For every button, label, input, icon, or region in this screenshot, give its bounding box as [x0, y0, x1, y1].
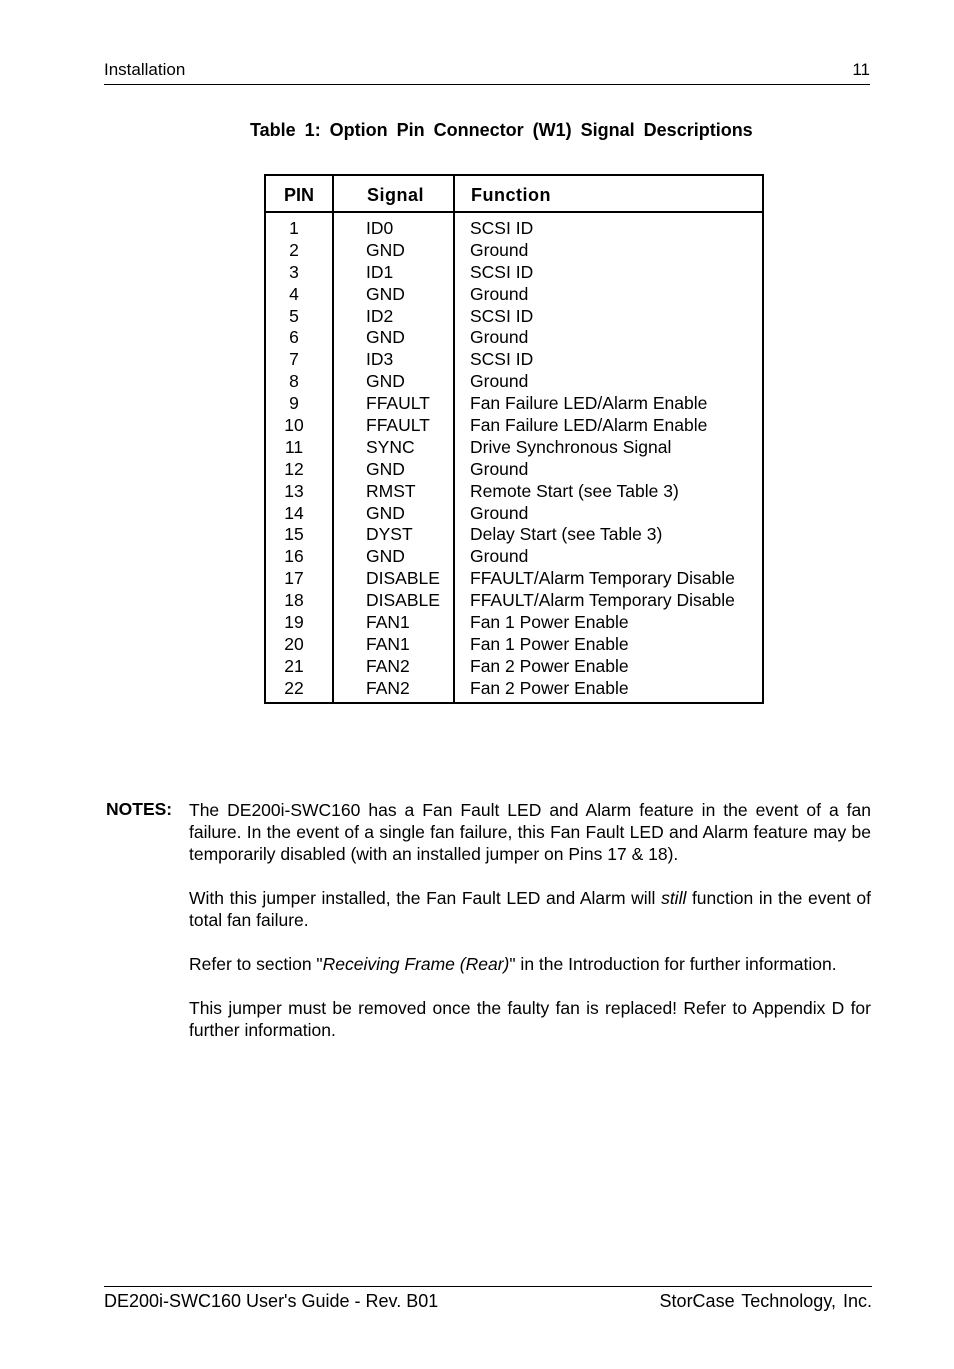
- table-row: [266, 393, 762, 415]
- signal-cell: ID1: [366, 261, 394, 282]
- pin-cell: 6: [289, 327, 299, 348]
- table-row: [266, 240, 762, 262]
- signal-cell: FFAULT: [366, 415, 430, 436]
- function-cell: Delay Start (see Table 3): [470, 524, 663, 545]
- table-row: [266, 415, 762, 437]
- table-caption: Table 1: Option Pin Connector (W1) Signal Descriptions: [250, 120, 753, 140]
- note-text: With this jumper installed, the Fan Fault LED and Alarm will: [189, 888, 662, 908]
- signal-cell: DISABLE: [366, 568, 440, 589]
- signal-cell: FAN1: [366, 612, 410, 633]
- signal-cell: ID3: [366, 349, 394, 370]
- pin-cell: 21: [284, 655, 304, 676]
- table-row: [266, 437, 762, 459]
- table-row: [266, 568, 762, 590]
- pin-cell: 18: [284, 590, 304, 611]
- note-paragraph: [189, 887, 871, 931]
- signal-cell: RMST: [366, 480, 416, 501]
- function-cell: Ground: [470, 546, 529, 567]
- table-row: [266, 218, 762, 240]
- signal-cell: FFAULT: [366, 393, 430, 414]
- table-row: [266, 656, 762, 678]
- signal-cell: FAN1: [366, 633, 410, 654]
- function-cell: FFAULT/Alarm Temporary Disable: [470, 590, 735, 611]
- signal-cell: ID2: [366, 305, 394, 326]
- pin-cell: 4: [289, 283, 299, 304]
- notes-body: [189, 799, 871, 1041]
- function-cell: Ground: [470, 502, 529, 523]
- signal-table: [264, 174, 764, 704]
- signal-cell: FAN2: [366, 655, 410, 676]
- document-title: DE200i-SWC160 User's Guide - Rev. B01: [104, 1291, 439, 1311]
- table-row: [266, 503, 762, 525]
- signal-cell: ID0: [366, 218, 394, 238]
- function-cell: Fan Failure LED/Alarm Enable: [470, 393, 708, 414]
- signal-cell: FAN2: [366, 677, 410, 698]
- pin-cell: 15: [284, 524, 304, 545]
- page-footer: [104, 1286, 872, 1311]
- table-row: [266, 590, 762, 612]
- page-header: [104, 58, 870, 85]
- signal-cell: DISABLE: [366, 590, 440, 611]
- pin-cell: 20: [284, 633, 304, 654]
- function-cell: Fan Failure LED/Alarm Enable: [470, 415, 708, 436]
- pin-cell: 7: [289, 349, 299, 370]
- table-row: [266, 678, 762, 700]
- pin-cell: 9: [289, 393, 299, 414]
- function-cell: Fan 2 Power Enable: [470, 655, 629, 676]
- table-row: [266, 349, 762, 371]
- signal-cell: GND: [366, 502, 405, 523]
- function-cell: Ground: [470, 458, 529, 479]
- table-row: [266, 546, 762, 568]
- pin-cell: 16: [284, 546, 304, 567]
- signal-cell: GND: [366, 283, 405, 304]
- company-name: StorCase Technology, Inc.: [659, 1291, 872, 1311]
- note-text: Refer to section ": [189, 954, 323, 974]
- signal-cell: GND: [366, 458, 405, 479]
- pin-cell: 12: [284, 458, 304, 479]
- pin-cell: 11: [284, 436, 304, 457]
- note-paragraph: The DE200i-SWC160 has a Fan Fault LED and Alarm feature in the event of a fan failure. In the event of a single fan failure, this Fan Fault LED and Alarm feature may be temporarily disabled (with an installed jumper on Pins 17 & 18).: [189, 800, 871, 864]
- note-text: " in the Introduction for further information.: [509, 954, 837, 974]
- table-row: [266, 634, 762, 656]
- header-divider: [266, 211, 762, 213]
- signal-cell: GND: [366, 546, 405, 567]
- function-cell: Fan 2 Power Enable: [470, 677, 629, 698]
- table-row: [266, 612, 762, 634]
- signal-cell: GND: [366, 327, 405, 348]
- pin-cell: 14: [284, 502, 304, 523]
- function-cell: Ground: [470, 283, 529, 304]
- signal-cell: GND: [366, 239, 405, 260]
- note-paragraph: [189, 953, 871, 975]
- table-row: [266, 524, 762, 546]
- pin-cell: 1: [289, 218, 299, 238]
- note-paragraph: This jumper must be removed once the faulty fan is replaced! Refer to Appendix D for further information.: [189, 998, 871, 1040]
- pin-cell: 13: [284, 480, 304, 501]
- pin-cell: 17: [284, 568, 304, 589]
- function-cell: Ground: [470, 239, 529, 260]
- table-body: [266, 218, 762, 700]
- pin-cell: 19: [284, 612, 304, 633]
- function-cell: Remote Start (see Table 3): [470, 480, 679, 501]
- function-cell: SCSI ID: [470, 305, 534, 326]
- table-row: [266, 306, 762, 328]
- notes-label: NOTES:: [106, 799, 173, 819]
- function-cell: Ground: [470, 327, 529, 348]
- column-header-signal: Signal: [367, 185, 425, 205]
- page-number: 11: [852, 60, 870, 79]
- table-row: [266, 284, 762, 306]
- function-cell: Drive Synchronous Signal: [470, 436, 672, 457]
- note-text: function in the event of total fan failure.: [189, 888, 871, 930]
- table-row: [266, 327, 762, 349]
- pin-cell: 10: [284, 415, 304, 436]
- function-cell: FFAULT/Alarm Temporary Disable: [470, 568, 735, 589]
- function-cell: Fan 1 Power Enable: [470, 633, 629, 654]
- signal-cell: GND: [366, 371, 405, 392]
- function-cell: SCSI ID: [470, 218, 534, 238]
- table-row: [266, 481, 762, 503]
- section-reference: Receiving Frame (Rear): [322, 954, 510, 974]
- signal-cell: SYNC: [366, 436, 415, 457]
- section-title: Installation: [104, 60, 186, 79]
- function-cell: Ground: [470, 371, 529, 392]
- function-cell: SCSI ID: [470, 261, 534, 282]
- pin-cell: 8: [289, 371, 299, 392]
- signal-cell: DYST: [366, 524, 413, 545]
- table-row: [266, 459, 762, 481]
- table-row: [266, 371, 762, 393]
- function-cell: SCSI ID: [470, 349, 534, 370]
- pin-cell: 3: [289, 261, 299, 282]
- pin-cell: 5: [289, 305, 299, 326]
- column-header-pin: PIN: [284, 185, 315, 205]
- table-row: [266, 262, 762, 284]
- pin-cell: 2: [289, 239, 299, 260]
- column-header-function: Function: [471, 185, 551, 205]
- function-cell: Fan 1 Power Enable: [470, 612, 629, 633]
- note-emphasis: still: [661, 888, 687, 908]
- pin-cell: 22: [284, 677, 304, 698]
